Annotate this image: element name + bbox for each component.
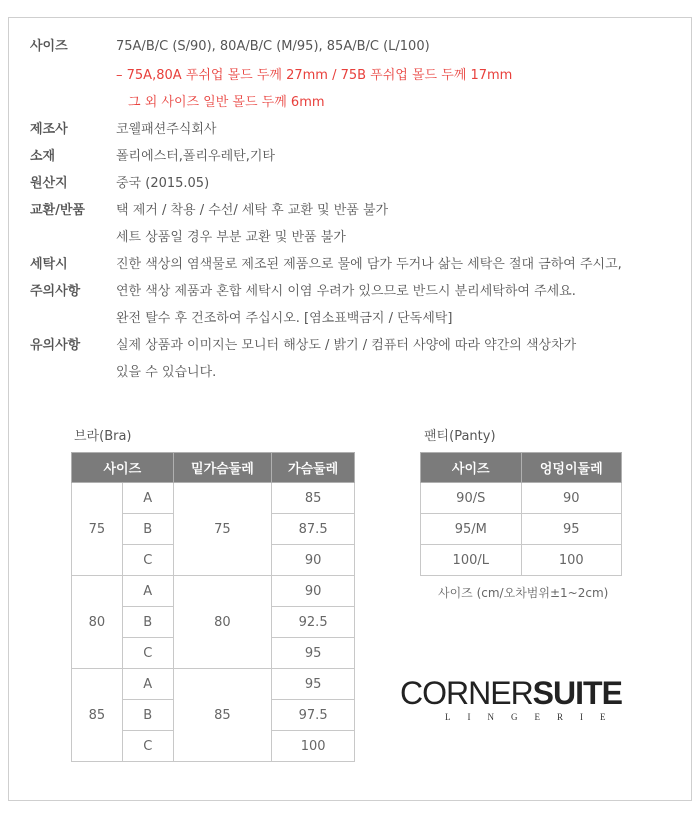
bust-cell: 90 xyxy=(272,545,355,576)
bra-header-underbust: 밑가슴둘레 xyxy=(173,453,272,483)
size-label: 사이즈 xyxy=(30,39,68,54)
exchange-value-1: 택 제거 / 착용 / 수선/ 세탁 후 교환 및 반품 불가 xyxy=(116,203,389,218)
origin-value: 중국 (2015.05) xyxy=(116,176,210,191)
size-value: 75A/B/C (S/90), 80A/B/C (M/95), 85A/B/C (L/100) xyxy=(116,39,430,54)
wash-label-1: 세탁시 xyxy=(30,257,68,272)
bust-cell: 95 xyxy=(272,638,355,669)
maker-label: 제조사 xyxy=(30,122,68,137)
material-value: 폴리에스터,폴리우레탄,기타 xyxy=(116,149,275,164)
band-cell: 85 xyxy=(72,669,123,762)
cup-cell: B xyxy=(122,700,173,731)
table-row xyxy=(72,576,355,607)
bust-cell: 97.5 xyxy=(272,700,355,731)
wash-value-3: 완전 탈수 후 건조하여 주십시오. [염소표백금지 / 단독세탁] xyxy=(116,311,453,326)
size-note-1: – 75A,80A 푸쉬업 몰드 두께 27mm / 75B 푸쉬업 몰드 두께 17mm xyxy=(116,68,513,83)
table-row xyxy=(72,483,355,514)
caution-label: 유의사항 xyxy=(30,338,81,353)
cup-cell: B xyxy=(122,607,173,638)
size-note-2: 그 외 사이즈 일반 몰드 두께 6mm xyxy=(128,95,325,110)
cup-cell: C xyxy=(122,731,173,762)
cup-cell: B xyxy=(122,514,173,545)
logo-subtitle: LINGERIE xyxy=(445,712,623,722)
underbust-cell: 80 xyxy=(173,576,272,669)
panty-header-size: 사이즈 xyxy=(421,453,522,483)
wash-label-2: 주의사항 xyxy=(30,284,81,299)
wash-value-2: 연한 색상 제품과 혼합 세탁시 이염 우려가 있으므로 반드시 분리세탁하여 주세요. xyxy=(116,284,576,299)
exchange-value-2: 세트 상품일 경우 부분 교환 및 반품 불가 xyxy=(116,230,346,245)
maker-value: 코웰패션주식회사 xyxy=(116,122,217,137)
bust-cell: 85 xyxy=(272,483,355,514)
table-row xyxy=(72,669,355,700)
size-tolerance-note: 사이즈 (cm/오차범위±1~2cm) xyxy=(438,586,609,600)
bust-cell: 92.5 xyxy=(272,607,355,638)
logo-wordmark xyxy=(400,676,622,710)
material-label: 소재 xyxy=(30,149,56,164)
logo-part-1: CORNER xyxy=(400,675,533,711)
panty-table-title: 팬티(Panty) xyxy=(424,429,496,444)
panty-size-table xyxy=(420,452,622,576)
cup-cell: A xyxy=(122,669,173,700)
bra-header-size: 사이즈 xyxy=(72,453,174,483)
bra-table-title: 브라(Bra) xyxy=(74,429,132,444)
bust-cell: 100 xyxy=(272,731,355,762)
cup-cell: C xyxy=(122,545,173,576)
hip-cell: 95 xyxy=(521,514,621,545)
caution-value-1: 실제 상품과 이미지는 모니터 해상도 / 밝기 / 컴퓨터 사양에 따라 약간의 색상차가 xyxy=(116,338,577,353)
band-cell: 75 xyxy=(72,483,123,576)
panty-table-header xyxy=(421,453,622,483)
brand-logo xyxy=(400,676,644,726)
cup-cell: A xyxy=(122,483,173,514)
panty-header-hip: 엉덩이둘레 xyxy=(521,453,621,483)
table-row xyxy=(421,483,622,514)
band-cell: 80 xyxy=(72,576,123,669)
panty-size-cell: 95/M xyxy=(421,514,522,545)
caution-value-2: 있을 수 있습니다. xyxy=(116,365,217,380)
underbust-cell: 85 xyxy=(173,669,272,762)
origin-label: 원산지 xyxy=(30,176,68,191)
bra-table-header xyxy=(72,453,355,483)
underbust-cell: 75 xyxy=(173,483,272,576)
panty-size-cell: 100/L xyxy=(421,545,522,576)
bust-cell: 87.5 xyxy=(272,514,355,545)
bust-cell: 95 xyxy=(272,669,355,700)
panty-size-cell: 90/S xyxy=(421,483,522,514)
cup-cell: C xyxy=(122,638,173,669)
logo-part-2: SUITE xyxy=(532,675,622,711)
hip-cell: 90 xyxy=(521,483,621,514)
bust-cell: 90 xyxy=(272,576,355,607)
exchange-label: 교환/반품 xyxy=(30,203,85,218)
hip-cell: 100 xyxy=(521,545,621,576)
bra-size-table xyxy=(71,452,355,762)
bra-header-bust: 가슴둘레 xyxy=(272,453,355,483)
table-row xyxy=(421,514,622,545)
wash-value-1: 진한 색상의 염색물로 제조된 제품으로 물에 담가 두거나 삶는 세탁은 절대 금하여 주시고, xyxy=(116,257,622,272)
cup-cell: A xyxy=(122,576,173,607)
table-row xyxy=(421,545,622,576)
